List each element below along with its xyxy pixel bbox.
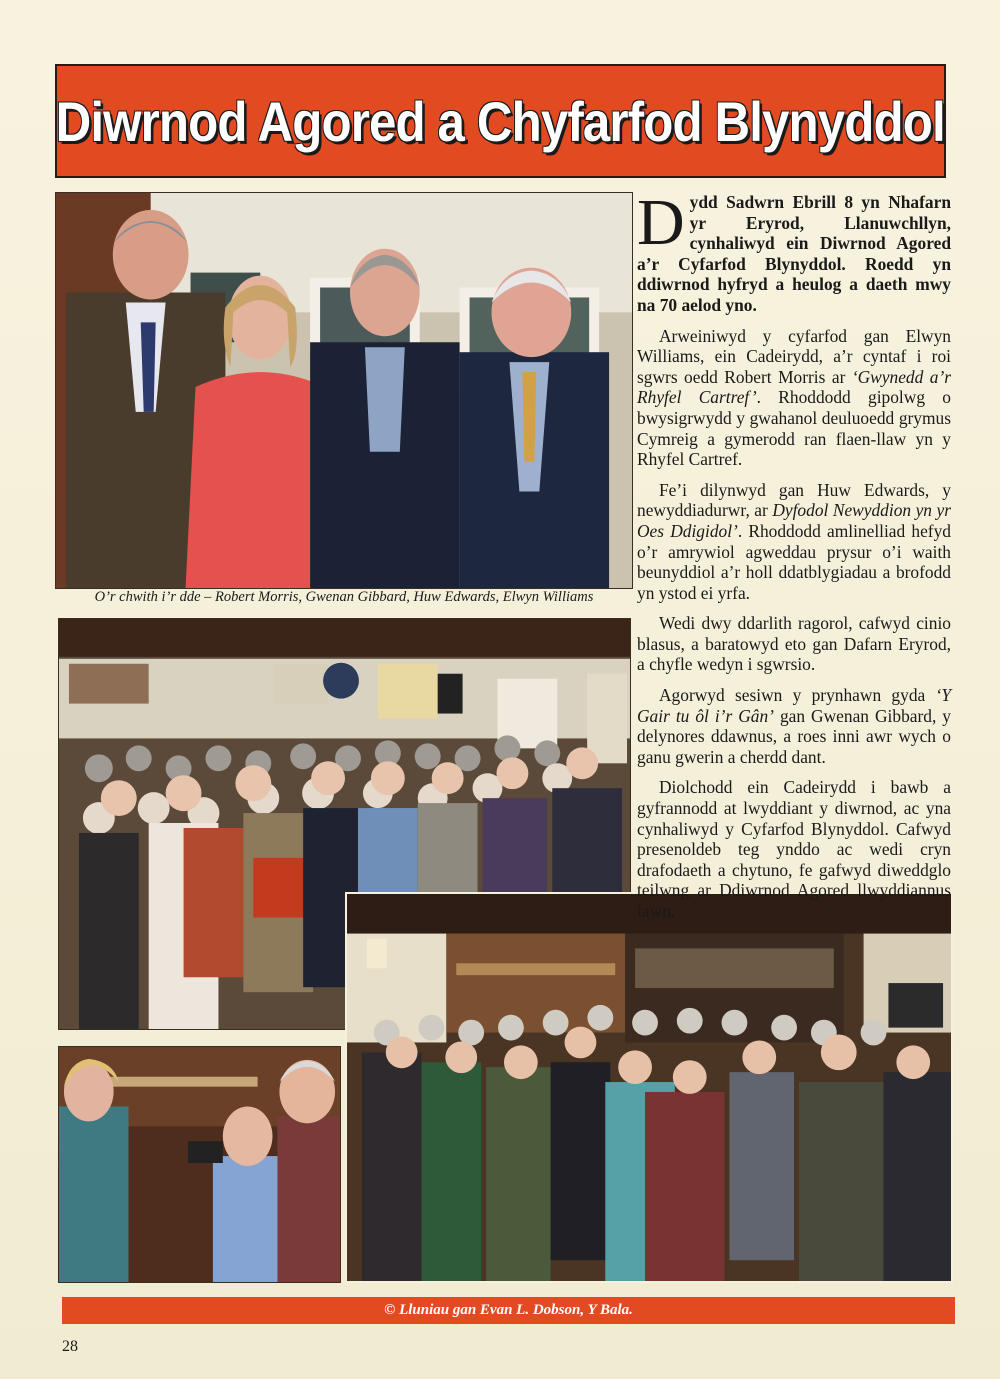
page-number: 28 bbox=[62, 1338, 78, 1355]
candid-photo bbox=[58, 1046, 341, 1283]
article-body bbox=[637, 186, 952, 932]
drop-cap: D bbox=[637, 186, 685, 259]
paragraph-2: Fe’i dilynwyd gan Huw Edwards, y newyddiadurwr, ar Dyfodol Newyddion yn yr Oes Ddigidol’. Rhoddodd amlinelliad hefyd o’r amrywiol agweddau prysur o’i waith beunyddiol a’r holl ddatblygiadau a brofodd yn ystod ei yrfa. bbox=[637, 479, 951, 603]
paragraph-1: Arweiniwyd y cyfarfod gan Elwyn Williams, ein Cadeirydd, a’r cyntaf i roi sgwrs oedd Robert Morris ar ‘Gwynedd a’r Rhyfel Cartref’. Rhoddodd gipolwg o bwysigrwydd y gwahanol deuluoedd grymus Cymreig a gymerodd ran flaen-llaw yn y Rhyfel Cartref. bbox=[637, 325, 952, 470]
photo-credit: © Lluniau gan Evan L. Dobson, Y Bala. bbox=[384, 1302, 633, 1318]
title-banner bbox=[55, 64, 946, 178]
group-portrait-photo bbox=[55, 192, 633, 589]
photo-credit-bar bbox=[62, 1297, 955, 1324]
article-lead bbox=[637, 186, 951, 316]
paragraph-5: Diolchodd ein Cadeirydd i bawb a gyfrannodd at lwyddiant y diwrnod, ac yna cynhaliwyd y Cyfarfod Blynyddol. Cafwyd presenoldeb teg ynddo ac wedi cryn drafodaeth a chytuno, fe gafwyd diweddglo teilwng ar Ddiwrnod Agored llwyddiannus iawn. bbox=[637, 777, 951, 921]
paragraph-4: Agorwyd sesiwn y prynhawn gyda ‘Y Gair tu ôl i’r Gân’ gan Gwenan Gibbard, y delynores ddawnus, a roes inni awr wych o ganu gwerin a cherdd dant. bbox=[637, 685, 951, 767]
pub-audience-photo bbox=[345, 892, 953, 1283]
paragraph-3: Wedi dwy ddarlith ragorol, cafwyd cinio blasus, a baratowyd eto gan Dafarn Eryrod, a chyfle wedyn i sgwrsio. bbox=[637, 613, 951, 675]
lead-text: ydd Sadwrn Ebrill 8 yn Nhafarn yr Eryrod, Llanuwchllyn, cynhaliwyd ein Diwrnod Agored a’r Cyfarfod Blynyddol. Roedd yn ddiwrnod hyfryd a heulog a daeth mwy na 70 aelod yno. bbox=[637, 192, 951, 315]
page-title: Diwrnod Agored a Chyfarfod Blynyddol bbox=[55, 89, 946, 153]
photo-caption: O’r chwith i’r dde – Robert Morris, Gwenan Gibbard, Huw Edwards, Elwyn Williams bbox=[94, 589, 594, 605]
